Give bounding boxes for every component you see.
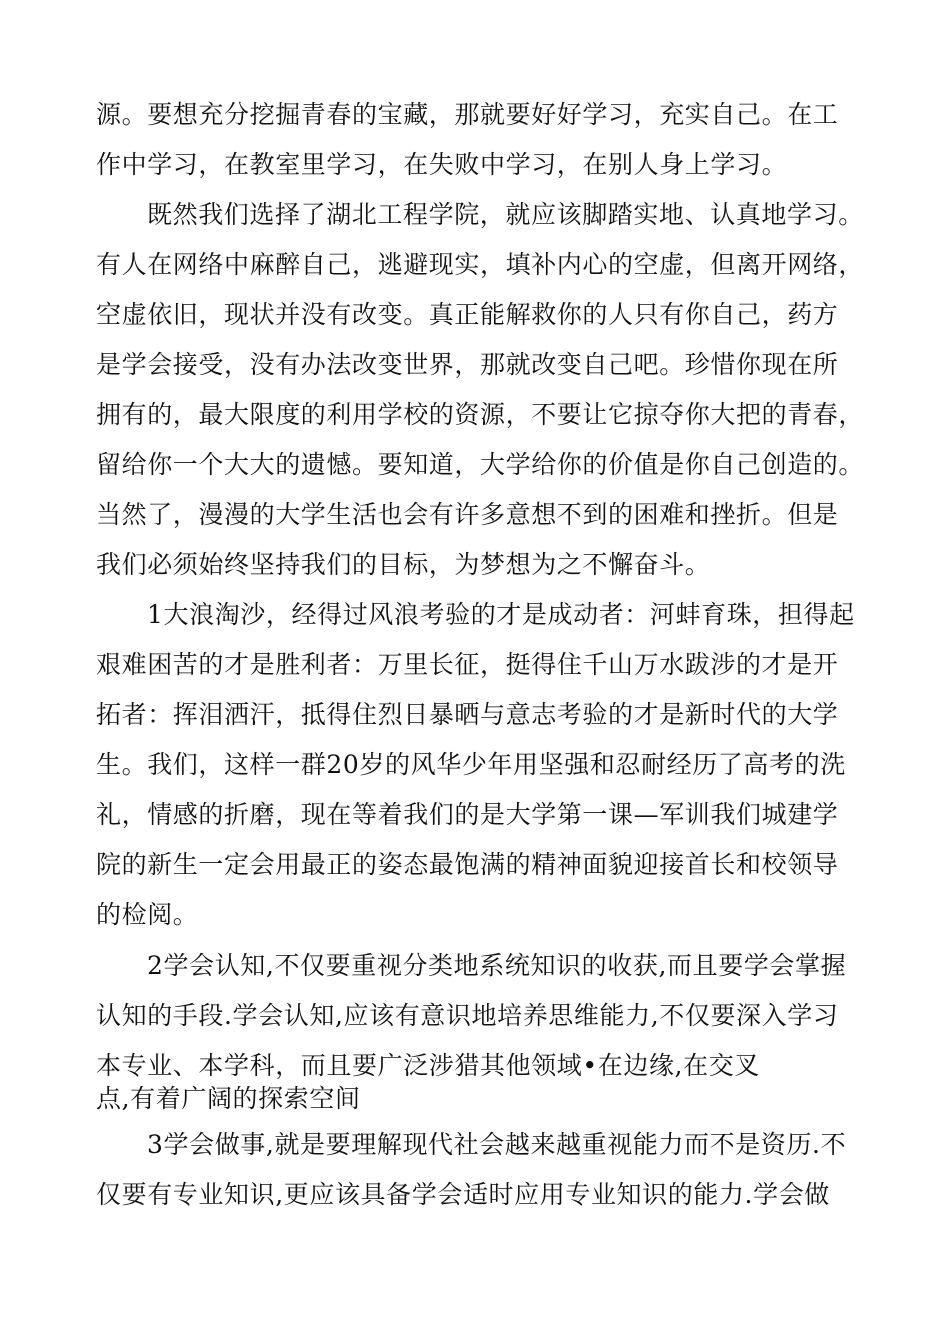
text-line: 艰难困苦的才是胜利者：万里长征，挺得住千山万水跋涉的才是开 [96, 650, 839, 679]
text-line: 认知的手段.学会认知,应该有意识地培养思维能力,不仅要深入学习 [96, 1001, 839, 1030]
text-line: 本专业、本学科，而且要广泛涉猎其他领域•在边缘,在交叉 [96, 1051, 760, 1080]
text-line: 院的新生一定会用最正的姿态最饱满的精神面貌迎接首长和校领导 [96, 850, 839, 879]
paragraph-start-line: 既然我们选择了湖北工程学院，就应该脚踏实地、认真地学习。 [147, 200, 864, 229]
text-line: 有人在网络中麻醉自己，逃避现实，填补内心的空虚，但离开网络， [96, 250, 865, 279]
text-line: 生。我们，这样一群20岁的风华少年用坚强和忍耐经历了高考的洗 [96, 750, 846, 779]
text-line: 仅要有专业知识,更应该具备学会适时应用专业知识的能力.学会做 [96, 1180, 830, 1209]
text-line: 源。要想充分挖掘青春的宝藏，那就要好好学习，充实自己。在工 [96, 100, 839, 129]
text-line: 空虚依旧，现状并没有改变。真正能解救你的人只有你自己，药方 [96, 300, 839, 329]
text-line: 点,有着广阔的探索空间 [96, 1084, 361, 1113]
text-line: 礼，情感的折磨，现在等着我们的是大学第一课—军训我们城建学 [96, 800, 839, 829]
text-line: 拓者：挥泪洒汗，抵得住烈日暴晒与意志考验的才是新时代的大学 [96, 700, 839, 729]
paragraph-start-line: 2学会认知,不仅要重视分类地系统知识的收获,而且要学会掌握 [147, 951, 847, 980]
text-line: 拥有的，最大限度的利用学校的资源，不要让它掠夺你大把的青春， [96, 400, 865, 429]
text-line: 我们必须始终坚持我们的目标，为梦想为之不懈奋斗。 [96, 550, 711, 579]
paragraph-start-line: 1大浪淘沙，经得过风浪考验的才是成动者：河蚌育珠，担得起 [147, 600, 855, 629]
paragraph-start-line: 3学会做事,就是要理解现代社会越来越重视能力而不是资历.不 [147, 1130, 847, 1159]
text-line: 作中学习，在教室里学习，在失败中学习，在别人身上学习。 [96, 150, 788, 179]
text-line: 当然了，漫漫的大学生活也会有许多意想不到的困难和挫折。但是 [96, 500, 839, 529]
text-line: 留给你一个大大的遗憾。要知道，大学给你的价值是你自己创造的。 [96, 450, 865, 479]
text-line: 是学会接受，没有办法改变世界，那就改变自己吧。珍惜你现在所 [96, 350, 839, 379]
text-line: 的检阅。 [96, 900, 199, 929]
